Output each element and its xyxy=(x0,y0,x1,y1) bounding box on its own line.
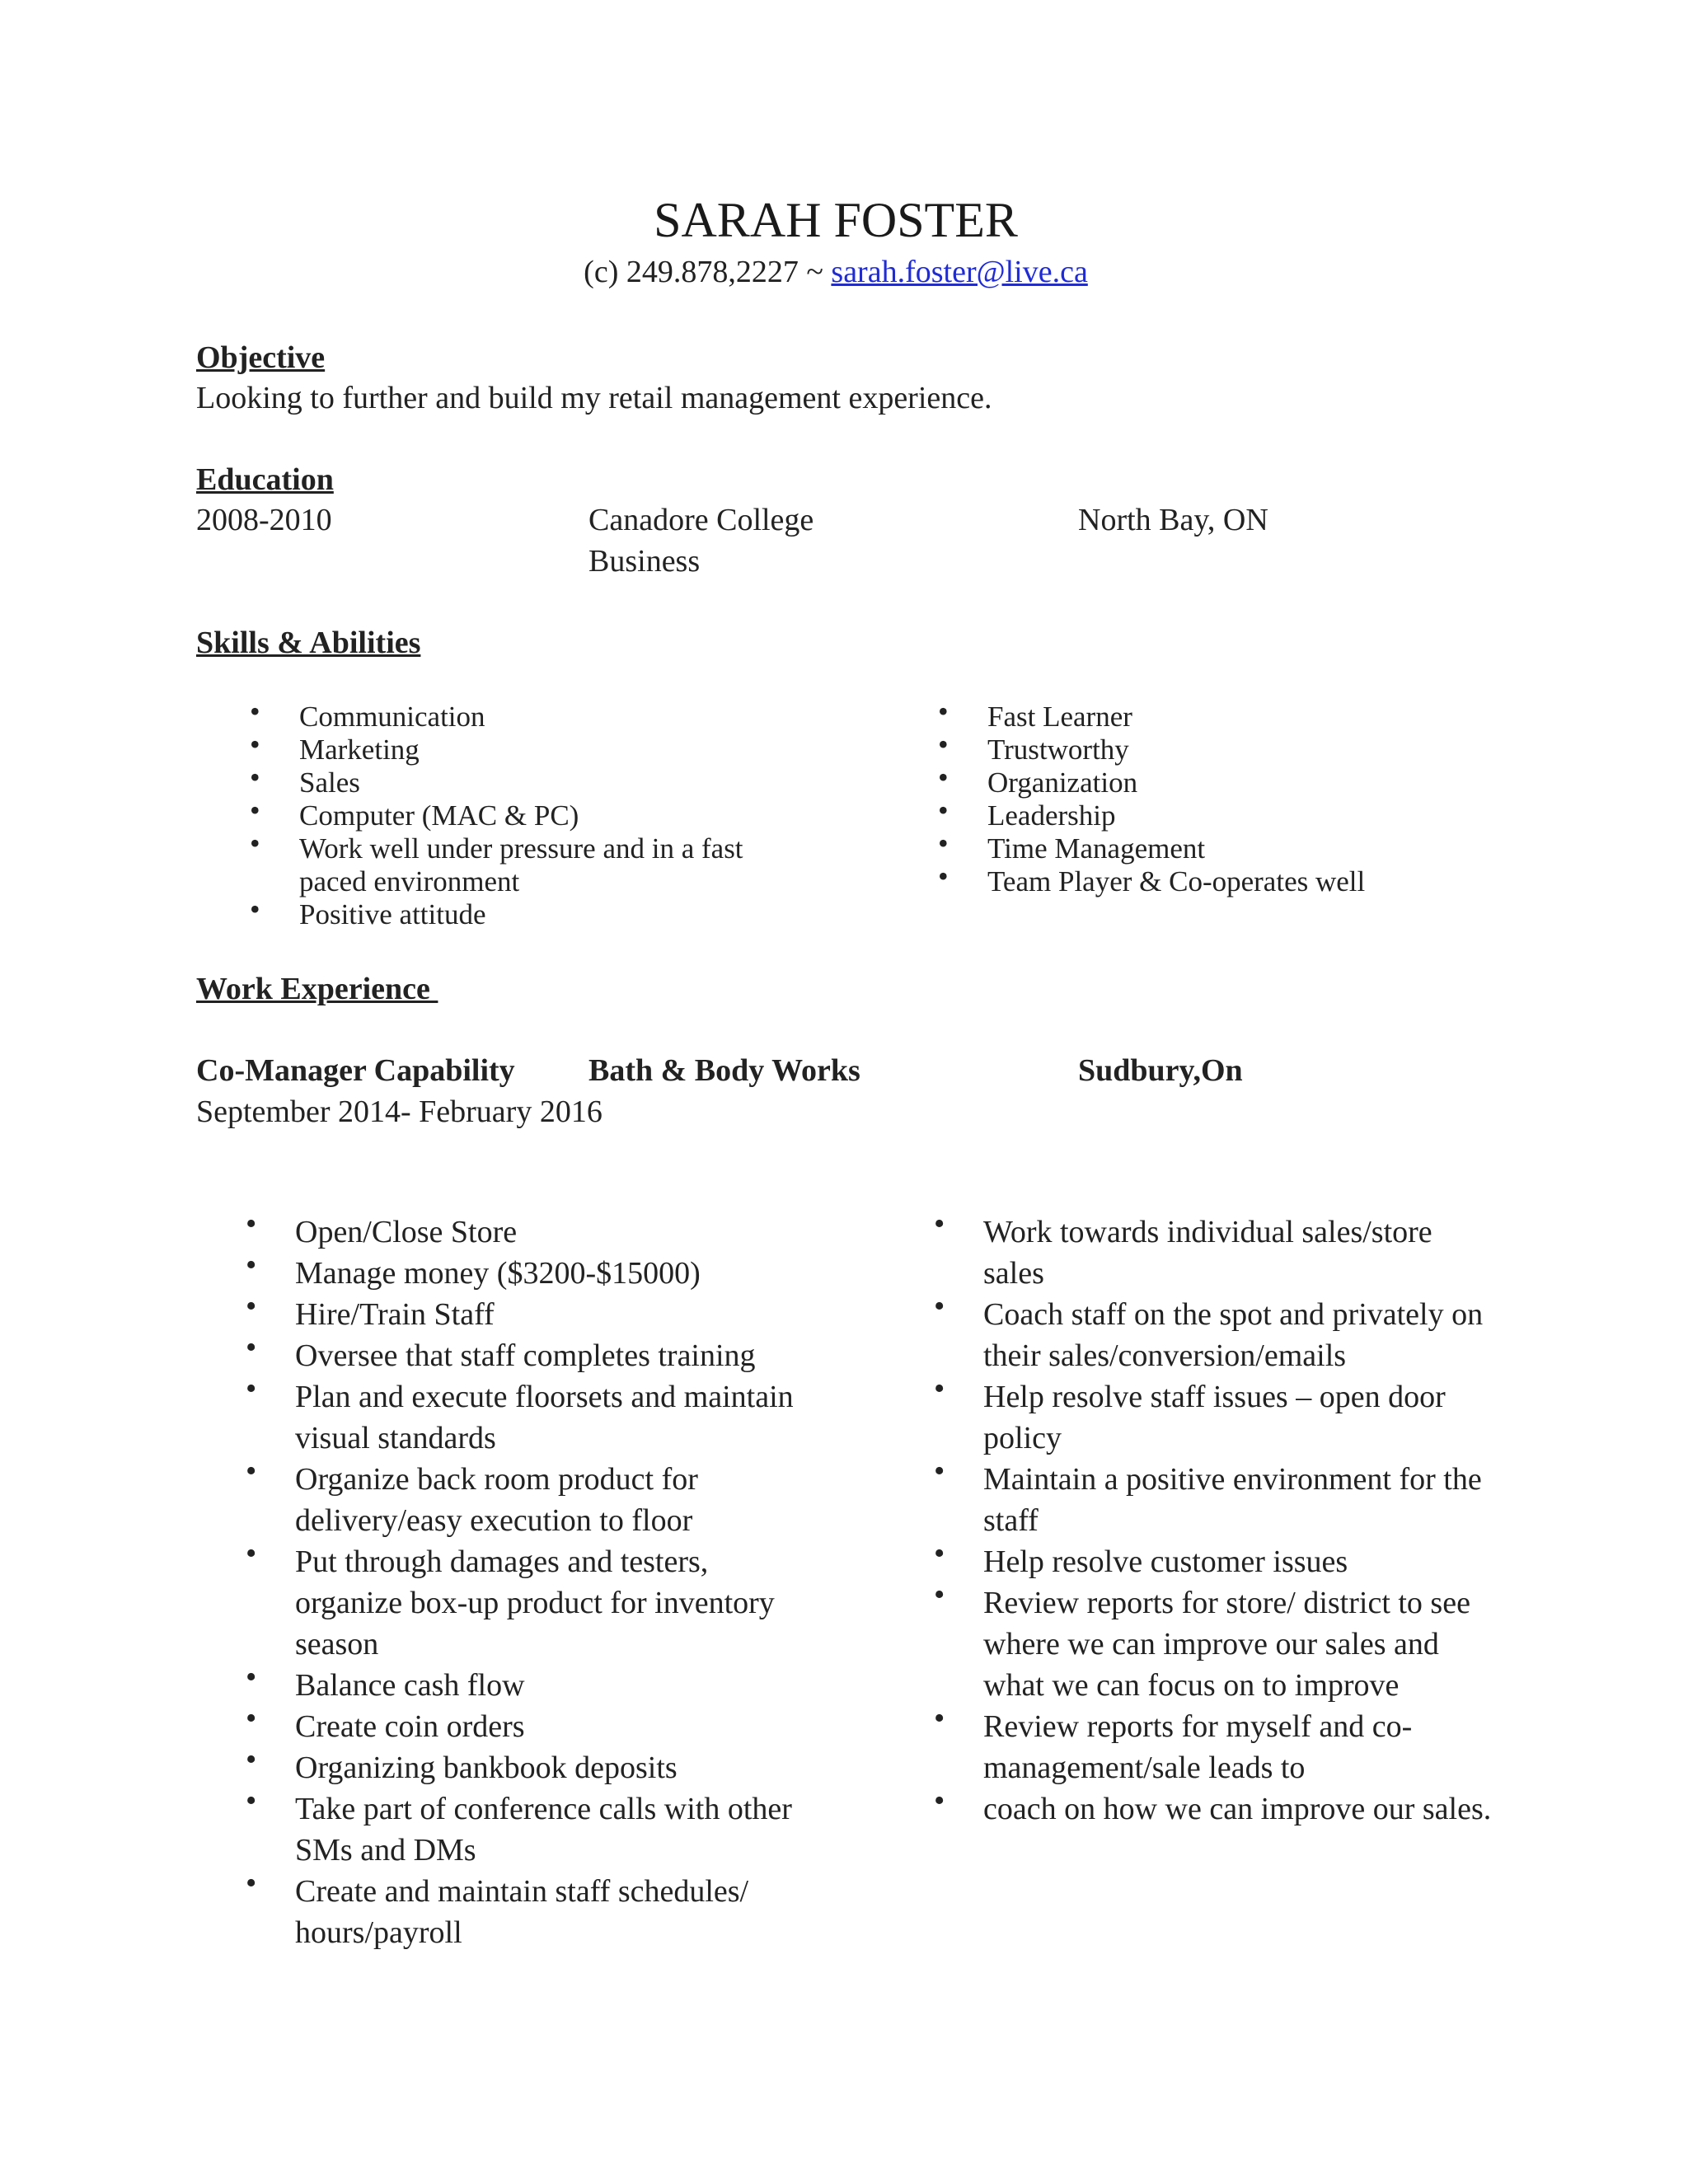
contact-line xyxy=(0,252,1672,292)
duty-item xyxy=(934,1783,1494,1830)
duty-item xyxy=(246,1454,823,1541)
duty-item xyxy=(246,1207,823,1253)
education-program: Business xyxy=(588,544,701,579)
duty-item xyxy=(246,1783,823,1871)
duty-item xyxy=(934,1454,1494,1541)
skill-item-text: Work well under pressure and in a fast paced environment xyxy=(299,832,743,898)
bullet-icon: • xyxy=(246,1742,257,1777)
duty-item-text: Open/Close Store xyxy=(295,1215,518,1249)
candidate-name: SARAH FOSTER xyxy=(654,193,1018,247)
duty-item-text: Oversee that staff completes training xyxy=(295,1338,756,1373)
bullet-icon: • xyxy=(246,1330,257,1365)
duty-item-text: Take part of conference calls with other SMs and DMs xyxy=(295,1792,792,1868)
duty-item-text: coach on how we can improve our sales. xyxy=(983,1792,1492,1826)
skill-item-text: Leadership xyxy=(987,799,1116,832)
duty-item xyxy=(934,1701,1494,1788)
skill-item xyxy=(938,761,1515,799)
email-link[interactable]: sarah.foster@live.ca xyxy=(831,255,1088,289)
skill-item-text: Fast Learner xyxy=(987,701,1132,733)
bullet-icon: • xyxy=(246,1536,257,1571)
duty-item-text: Maintain a positive environment for the staff xyxy=(983,1462,1482,1538)
work-duties-left xyxy=(246,1207,823,1953)
bullet-icon: • xyxy=(934,1289,945,1324)
duty-item-text: Coach staff on the spot and privately on their sales/conversion/emails xyxy=(983,1297,1484,1373)
bullet-icon: • xyxy=(250,893,260,926)
bullet-icon: • xyxy=(250,794,260,827)
duty-item-text: Help resolve staff issues – open door policy xyxy=(983,1380,1446,1455)
education-location: North Bay, ON xyxy=(1078,503,1268,537)
bullet-icon: • xyxy=(938,827,949,860)
skill-item xyxy=(250,827,777,898)
bullet-icon: • xyxy=(250,728,260,761)
skill-item-text: Computer (MAC & PC) xyxy=(299,799,579,832)
education-school: Canadore College xyxy=(588,503,814,537)
job-title: Co-Manager Capability xyxy=(196,1053,515,1088)
bullet-icon: • xyxy=(246,1454,257,1488)
duty-item xyxy=(246,1742,823,1788)
bullet-icon: • xyxy=(246,1783,257,1818)
duty-item-text: Plan and execute floorsets and maintain visual standards xyxy=(295,1380,794,1455)
objective-text: Looking to further and build my retail management experience. xyxy=(196,381,992,415)
duty-item-text: Help resolve customer issues xyxy=(983,1544,1348,1579)
bullet-icon: • xyxy=(938,794,949,827)
duty-item xyxy=(934,1577,1494,1706)
skill-item xyxy=(250,794,777,832)
job-location: Sudbury,On xyxy=(1078,1053,1243,1088)
duty-item xyxy=(934,1371,1494,1459)
bullet-icon: • xyxy=(246,1660,257,1694)
skill-item-text: Positive attitude xyxy=(299,898,486,930)
objective-heading: Objective xyxy=(196,340,326,375)
duty-item xyxy=(934,1207,1494,1294)
duty-item-text: Create coin orders xyxy=(295,1709,525,1744)
skill-item xyxy=(938,860,1515,898)
bullet-icon: • xyxy=(938,695,949,728)
skill-item xyxy=(250,695,777,733)
skill-item-text: Trustworthy xyxy=(987,733,1129,766)
duty-item-text: Create and maintain staff schedules/ hours/payroll xyxy=(295,1874,749,1950)
duty-item-text: Organizing bankbook deposits xyxy=(295,1750,678,1785)
duty-item xyxy=(246,1248,823,1294)
skill-item xyxy=(250,893,777,931)
phone-number: (c) 249.878,2227 ~ xyxy=(584,255,832,289)
job-dates: September 2014- February 2016 xyxy=(196,1094,603,1129)
duty-item xyxy=(246,1701,823,1747)
skills-list-right xyxy=(938,695,1515,898)
duty-item-text: Review reports for myself and co-management/sale leads to xyxy=(983,1709,1413,1785)
skill-item xyxy=(938,695,1515,733)
bullet-icon: • xyxy=(938,728,949,761)
education-heading: Education xyxy=(196,462,334,497)
skills-heading: Skills & Abilities xyxy=(196,626,421,660)
duty-item xyxy=(246,1660,823,1706)
duty-item-text: Hire/Train Staff xyxy=(295,1297,495,1332)
bullet-icon: • xyxy=(246,1289,257,1324)
skill-item xyxy=(250,761,777,799)
skill-item-text: Sales xyxy=(299,766,360,799)
skill-item xyxy=(938,794,1515,832)
duty-item xyxy=(246,1371,823,1459)
bullet-icon: • xyxy=(934,1536,945,1571)
bullet-icon: • xyxy=(934,1454,945,1488)
bullet-icon: • xyxy=(246,1701,257,1736)
job-company: Bath & Body Works xyxy=(588,1053,860,1088)
duty-item-text: Organize back room product for delivery/easy execution to floor xyxy=(295,1462,698,1538)
duty-item-text: Review reports for store/ district to see where we can improve our sales and what we can focus on to improve xyxy=(983,1586,1470,1703)
bullet-icon: • xyxy=(250,761,260,794)
education-years: 2008-2010 xyxy=(196,503,332,537)
duty-item xyxy=(246,1330,823,1376)
bullet-icon: • xyxy=(934,1207,945,1241)
duty-item-text: Work towards individual sales/store sales xyxy=(983,1215,1432,1291)
skill-item xyxy=(938,728,1515,766)
duty-item xyxy=(934,1536,1494,1582)
skill-item-text: Time Management xyxy=(987,832,1206,865)
skill-item-text: Marketing xyxy=(299,733,420,766)
skills-list-left xyxy=(250,695,777,931)
duty-item-text: Balance cash flow xyxy=(295,1668,525,1703)
bullet-icon: • xyxy=(934,1577,945,1612)
duty-item xyxy=(246,1289,823,1335)
duty-item xyxy=(934,1289,1494,1376)
duty-item xyxy=(246,1536,823,1665)
work-duties-right xyxy=(934,1207,1494,1830)
skill-item-text: Communication xyxy=(299,701,485,733)
bullet-icon: • xyxy=(938,761,949,794)
skill-item xyxy=(938,827,1515,865)
work-heading: Work Experience xyxy=(196,972,438,1006)
bullet-icon: • xyxy=(246,1207,257,1241)
duty-item xyxy=(246,1866,823,1953)
bullet-icon: • xyxy=(250,827,260,860)
bullet-icon: • xyxy=(250,695,260,728)
bullet-icon: • xyxy=(246,1866,257,1900)
duty-item-text: Put through damages and testers, organize box-up product for inventory season xyxy=(295,1544,775,1661)
skill-item-text: Organization xyxy=(987,766,1138,799)
bullet-icon: • xyxy=(934,1783,945,1818)
bullet-icon: • xyxy=(246,1248,257,1282)
skill-item xyxy=(250,728,777,766)
duty-item-text: Manage money ($3200-$15000) xyxy=(295,1256,701,1291)
bullet-icon: • xyxy=(934,1371,945,1406)
bullet-icon: • xyxy=(934,1701,945,1736)
bullet-icon: • xyxy=(938,860,949,893)
skill-item-text: Team Player & Co-operates well xyxy=(987,865,1366,898)
bullet-icon: • xyxy=(246,1371,257,1406)
